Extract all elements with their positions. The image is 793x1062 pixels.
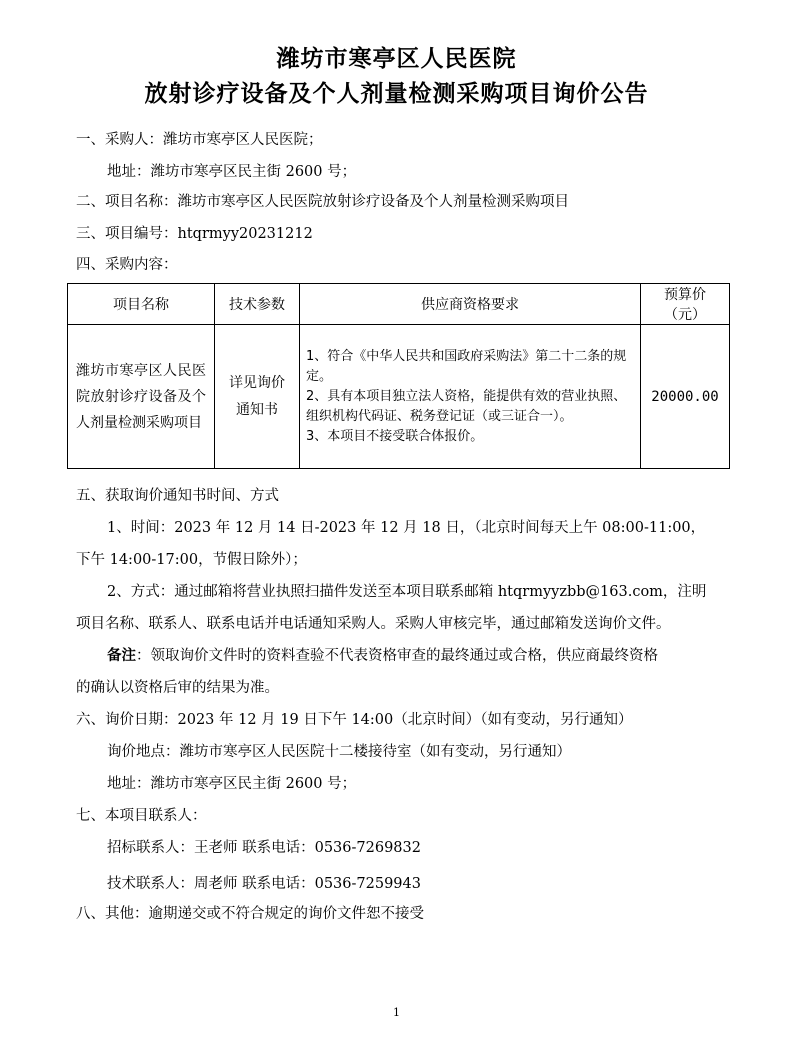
cell-item-name: 潍坊市寒亭区人民医院放射诊疗设备及个人剂量检测采购项目 [68, 325, 215, 469]
header-tech-params: 技术参数 [215, 284, 300, 325]
section5-heading: 五、获取询价通知书时间、方式 [76, 488, 279, 504]
content-heading: 四、采购内容： [76, 257, 178, 273]
note-label: 备注 [107, 647, 136, 664]
section5-note-line1 [107, 644, 658, 665]
header-budget [641, 284, 730, 325]
section5-method-line1: 2、方式：通过邮箱将营业执照扫描件发送至本项目联系邮箱 htqrmyyzbb@163.com，注明 [107, 584, 707, 600]
table-row [68, 325, 730, 469]
section5-method-line2: 项目名称、联系人、联系电话并电话通知采购人。采购人审核完毕，通过邮箱发送询价文件。 [76, 616, 671, 632]
requirement-3: 3、本项目不接受联合体报价。 [306, 428, 484, 444]
document-title-line2: 放射诊疗设备及个人剂量检测采购项目询价公告 [144, 80, 649, 107]
note-text: ：领取询价文件时的资料查验不代表资格审查的最终通过或合格，供应商最终资格 [136, 648, 658, 664]
section6-address: 地址：潍坊市寒亭区民主街 2600 号； [107, 776, 357, 792]
tech-params-line1: 详见询价 [229, 374, 285, 391]
section5-time-line2: 下午 14:00-17:00，节假日除外）； [76, 552, 307, 568]
project-name-line: 二、项目名称：潍坊市寒亭区人民医院放射诊疗设备及个人剂量检测采购项目 [76, 194, 569, 210]
header-budget-unit: （元） [664, 307, 706, 323]
section5-note-line2: 的确认以资格后审的结果为准。 [76, 680, 279, 696]
section6-date: 六、询价日期：2023 年 12 月 19 日下午 14:00（北京时间）（如有变动，另行通知） [76, 712, 633, 728]
header-supplier-requirements: 供应商资格要求 [300, 284, 641, 325]
page-number: 1 [393, 1006, 400, 1019]
purchaser-address: 地址：潍坊市寒亭区民主街 2600 号； [107, 164, 357, 180]
section6-place: 询价地点：潍坊市寒亭区人民医院十二楼接待室（如有变动，另行通知） [107, 744, 571, 760]
table-header-row [68, 284, 730, 325]
header-budget-label: 预算价 [664, 287, 706, 303]
tech-params-line2: 通知书 [236, 401, 278, 418]
cell-budget: 20000.00 [641, 325, 730, 469]
section8-other: 八、其他：逾期递交或不符合规定的询价文件恕不接受 [76, 906, 424, 922]
cell-tech-params [215, 325, 300, 469]
document-title-line1: 潍坊市寒亭区人民医院 [276, 45, 517, 72]
contact-bidding: 招标联系人：王老师 联系电话：0536-7269832 [107, 840, 421, 856]
section5-time-line1: 1、时间：2023 年 12 月 14 日-2023 年 12 月 18 日，（北京时间每天上午 08:00-11:00， [107, 520, 706, 536]
header-item-name: 项目名称 [68, 284, 215, 325]
procurement-table [67, 283, 730, 469]
cell-supplier-requirements [300, 325, 641, 469]
contact-technical: 技术联系人：周老师 联系电话：0536-7259943 [107, 876, 421, 892]
purchaser-line: 一、采购人：潍坊市寒亭区人民医院； [76, 132, 323, 148]
section7-heading: 七、本项目联系人： [76, 808, 207, 824]
requirement-1: 1、符合《中华人民共和国政府采购法》第二十二条的规定。 [306, 348, 627, 384]
requirement-2: 2、具有本项目独立法人资格，能提供有效的营业执照、组织机构代码证、税务登记证（或三证合一）。 [306, 388, 627, 424]
project-number-line: 三、项目编号：htqrmyy20231212 [76, 226, 313, 242]
